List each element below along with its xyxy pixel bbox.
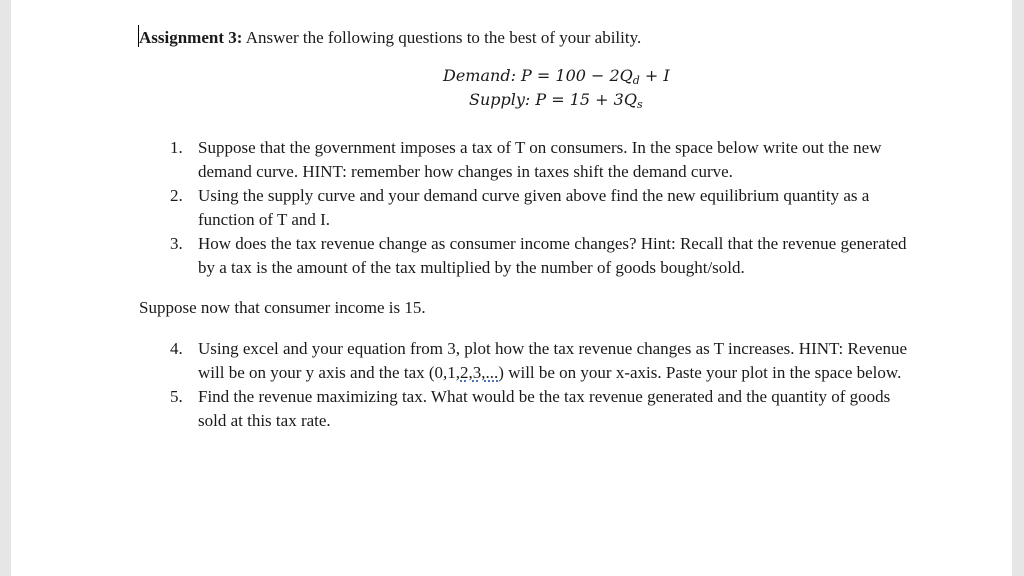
question-text: How does the tax revenue change as consumer income changes? Hint: Recall that the revenue generated by a tax is the amount of the tax multiplied by the number of goods bought/sold. [198,234,907,277]
question-number: 2. [170,186,183,205]
question-item [139,136,909,184]
assignment-title-rest: Answer the following questions to the best of your ability. [242,28,642,47]
question-text: Suppose that the government imposes a tax of T on consumers. In the space below write out the new demand curve. HINT: remember how changes in taxes shift the demand curve. [198,138,882,181]
question-item [139,385,909,433]
demand-label: Demand [443,66,511,85]
assignment-title-bold: Assignment 3: [139,28,243,47]
question-number: 3. [170,234,183,253]
questions-list-part1 [139,136,909,280]
income-note: Suppose now that consumer income is 15. [139,298,426,317]
spellcheck-marked-text: 2,3,... [460,363,499,382]
demand-lhs: : P = 100 − 2Q [510,66,633,85]
question-text-before: Using excel and your equation from 3, plot how the tax revenue changes as T increases. HINT: Revenue will be on your y axis and the tax (0,1, [198,339,908,382]
question-number: 5. [170,387,183,406]
question-text: Using the supply curve and your demand curve given above find the new equilibrium quantity as a function of T and I. [198,186,870,229]
question-number: 4. [170,339,183,358]
supply-label: Supply [469,90,525,109]
question-item [139,232,909,280]
question-item [139,184,909,232]
question-item [139,337,909,385]
document-page[interactable] [11,0,1012,576]
assignment-title [139,27,641,49]
demand-tail: + I [639,66,670,85]
supply-lhs: : P = 15 + 3Q [524,90,637,109]
questions-list-part2 [139,337,909,433]
question-number: 1. [170,138,183,157]
question-text-after: ) will be on your x-axis. Paste your plot in the space below. [498,363,902,382]
supply-subscript: s [636,98,643,111]
demand-subscript: d [632,74,640,87]
question-text: Find the revenue maximizing tax. What would be the tax revenue generated and the quantity of goods sold at this tax rate. [198,387,891,430]
demand-equation [443,66,670,91]
supply-equation [469,90,643,115]
